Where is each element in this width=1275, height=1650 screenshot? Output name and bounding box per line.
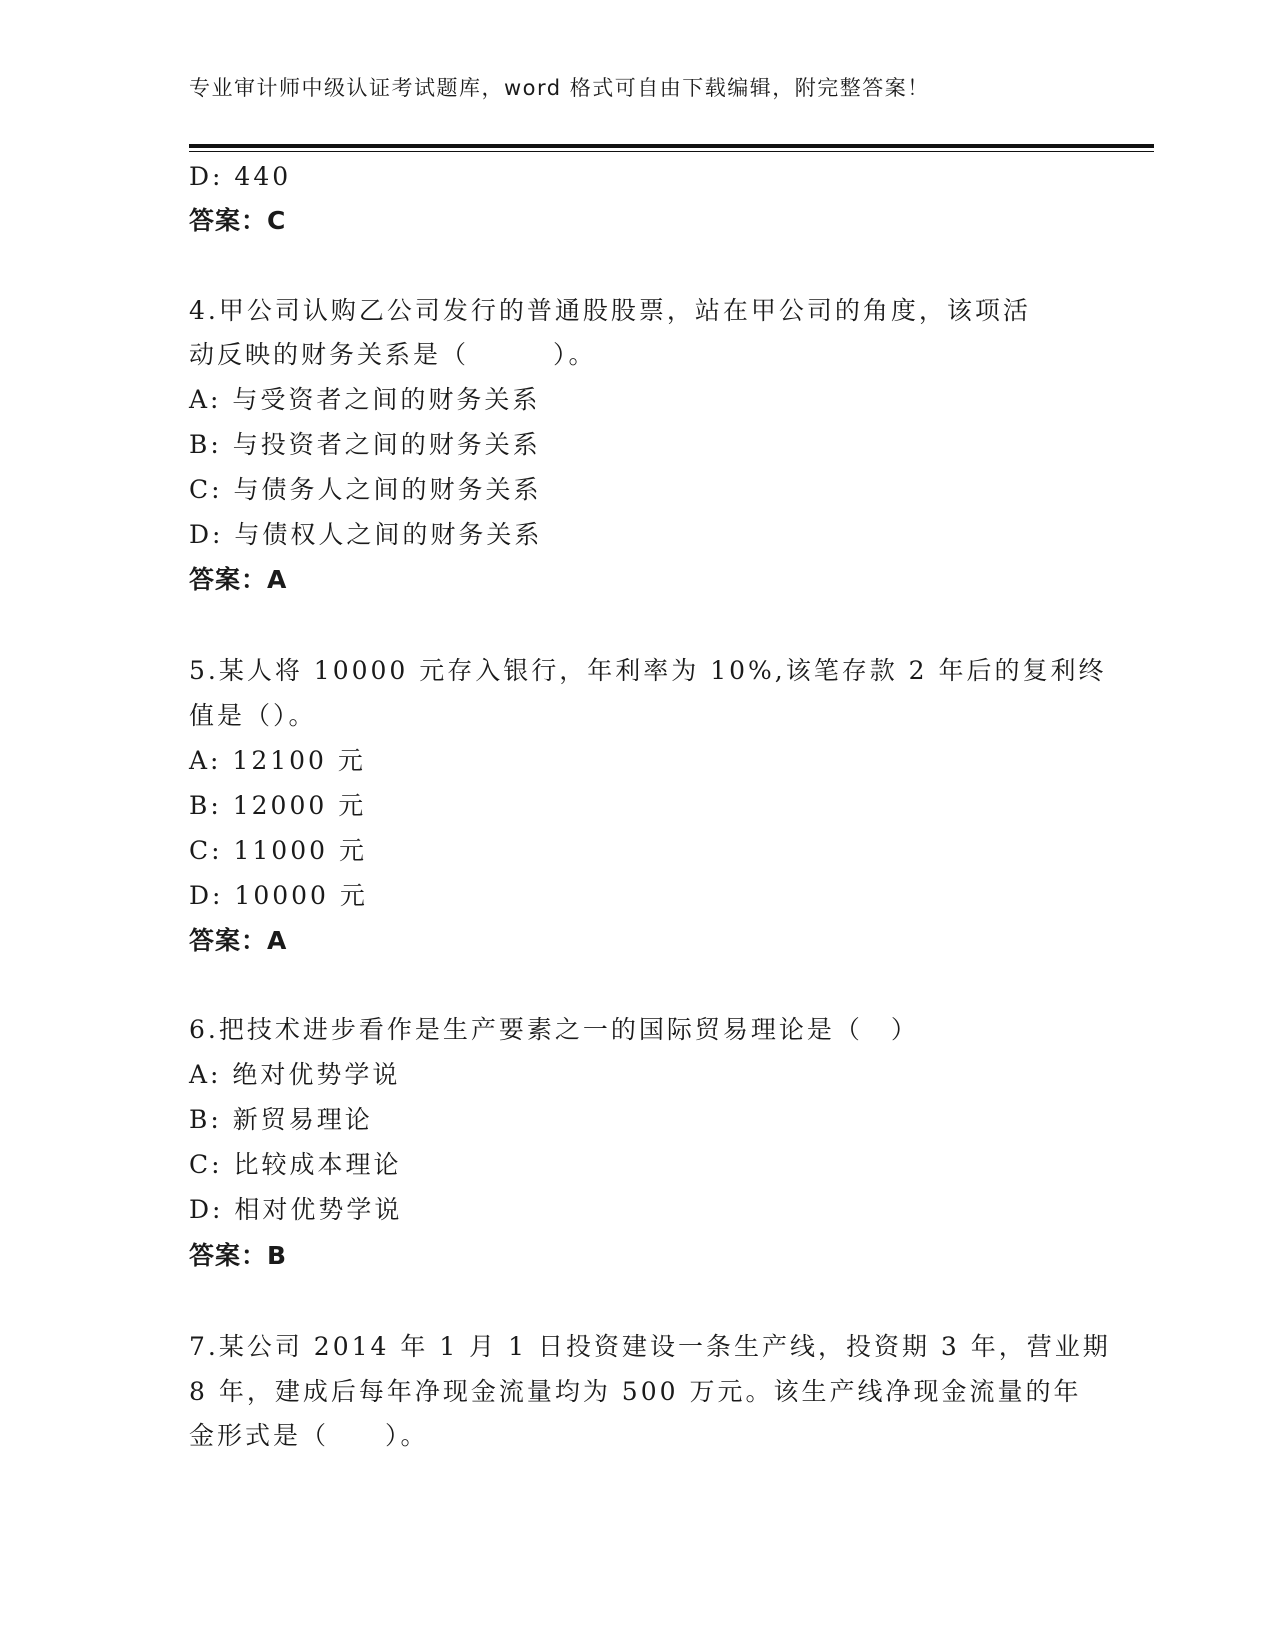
q4-answer: 答案：A xyxy=(189,565,288,594)
q4-option-a: A: 与受资者之间的财务关系 xyxy=(189,385,541,414)
q5-option-a: A: 12100 元 xyxy=(189,746,366,775)
q4-option-c: C: 与债务人之间的财务关系 xyxy=(189,475,542,504)
q4-stem-line2: 动反映的财务关系是（ ）。 xyxy=(189,340,597,369)
q4-option-d: D: 与债权人之间的财务关系 xyxy=(189,520,543,549)
header-rule-thick xyxy=(189,144,1154,148)
q5-option-b: B: 12000 元 xyxy=(189,791,367,820)
q5-stem-line1: 5.某人将 10000 元存入银行，年利率为 10%,该笔存款 2 年后的复利终 xyxy=(189,656,1107,685)
q6-stem-line1: 6.把技术进步看作是生产要素之一的国际贸易理论是（ ） xyxy=(189,1015,919,1044)
q6-option-c: C: 比较成本理论 xyxy=(189,1150,402,1179)
q6-answer: 答案：B xyxy=(189,1241,288,1270)
q5-answer: 答案：A xyxy=(189,926,288,955)
header-rule-thin xyxy=(189,151,1154,152)
q5-option-d: D: 10000 元 xyxy=(189,881,368,910)
page-header: 专业审计师中级认证考试题库，word 格式可自由下载编辑，附完整答案！ xyxy=(189,76,930,100)
q7-stem-line3: 金形式是（ ）。 xyxy=(189,1421,429,1450)
q4-option-b: B: 与投资者之间的财务关系 xyxy=(189,430,541,459)
q6-option-d: D: 相对优势学说 xyxy=(189,1195,403,1224)
q7-stem-line2: 8 年，建成后每年净现金流量均为 500 万元。该生产线净现金流量的年 xyxy=(189,1377,1082,1406)
q5-stem-line2: 值是（）。 xyxy=(189,701,317,730)
q3-option-d: D: 440 xyxy=(189,162,292,191)
q6-option-b: B: 新贸易理论 xyxy=(189,1105,373,1134)
q5-option-c: C: 11000 元 xyxy=(189,836,367,865)
q7-stem-line1: 7.某公司 2014 年 1 月 1 日投资建设一条生产线，投资期 3 年，营业期 xyxy=(189,1332,1111,1361)
q3-answer: 答案：C xyxy=(189,206,287,235)
q6-option-a: A: 绝对优势学说 xyxy=(189,1060,401,1089)
q4-stem-line1: 4.甲公司认购乙公司发行的普通股股票，站在甲公司的角度，该项活 xyxy=(189,296,1031,325)
